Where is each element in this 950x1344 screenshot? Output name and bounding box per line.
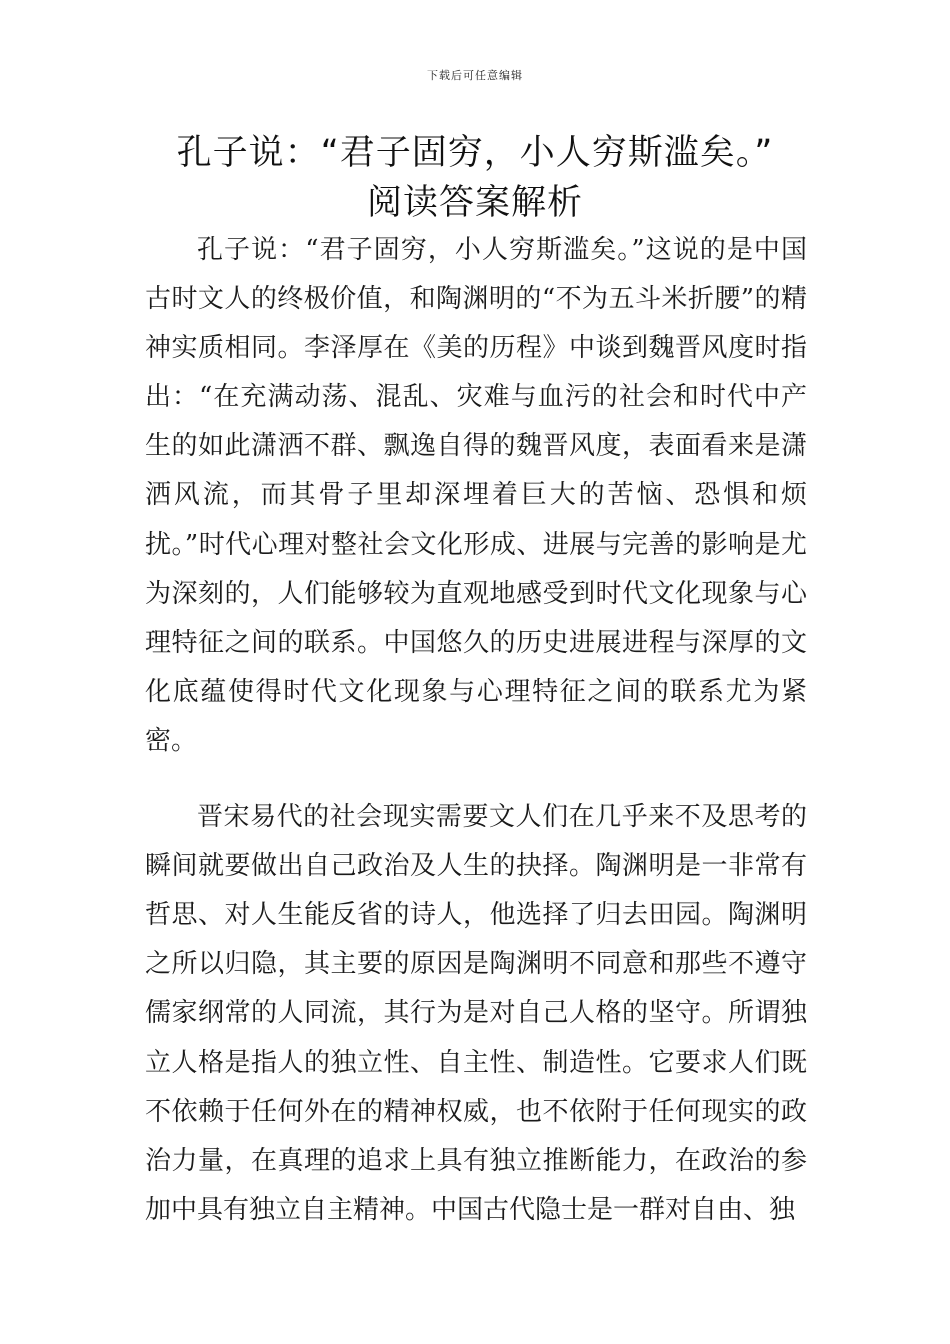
document-title bbox=[100, 128, 850, 228]
paragraph-1: 孔子说：“君子固穷，小人穷斯滥矣。”这说的是中国古时文人的终极价值，和陶渊明的“不为五斗米折腰”的精神实质相同。李泽厚在《美的历程》中谈到魏晋风度时指出：“在充满动荡、混乱、灾难与血污的社会和时代中产生的如此潇洒不群、飘逸自得的魏晋风度，表面看来是潇洒风流，而其骨子里却深埋着巨大的苦恼、恐惧和烦扰。”时代心理对整社会文化形成、进展与完善的影响是尤为深刻的，人们能够较为直观地感受到时代文化现象与心理特征之间的联系。中国悠久的历史进展进程与深厚的文化底蕴使得时代文化现象与心理特征之间的联系尤为紧密。 bbox=[145, 235, 807, 756]
paragraph-2: 晋宋易代的社会现实需要文人们在几乎来不及思考的瞬间就要做出自己政治及人生的抉择。陶渊明是一非常有哲思、对人生能反省的诗人，他选择了归去田园。陶渊明之所以归隐，其主要的原因是陶渊明不同意和那些不遵守儒家纲常的人同流，其行为是对自己人格的坚守。所谓独立人格是指人的独立性、自主性、制造性。它要求人们既不依赖于任何外在的精神权威，也不依附于任何现实的政治力量，在真理的追求上具有独立推断能力，在政治的参加中具有独立自主精神。中国古代隐士是一群对自由、独 bbox=[145, 802, 807, 1225]
body-text bbox=[145, 226, 807, 1235]
title-line-2: 阅读答案解析 bbox=[366, 183, 583, 223]
title-line-1: 孔子说：“君子固穷，小人穷斯滥矣。” bbox=[176, 133, 774, 173]
header-note: 下载后可任意编辑 bbox=[427, 69, 523, 82]
